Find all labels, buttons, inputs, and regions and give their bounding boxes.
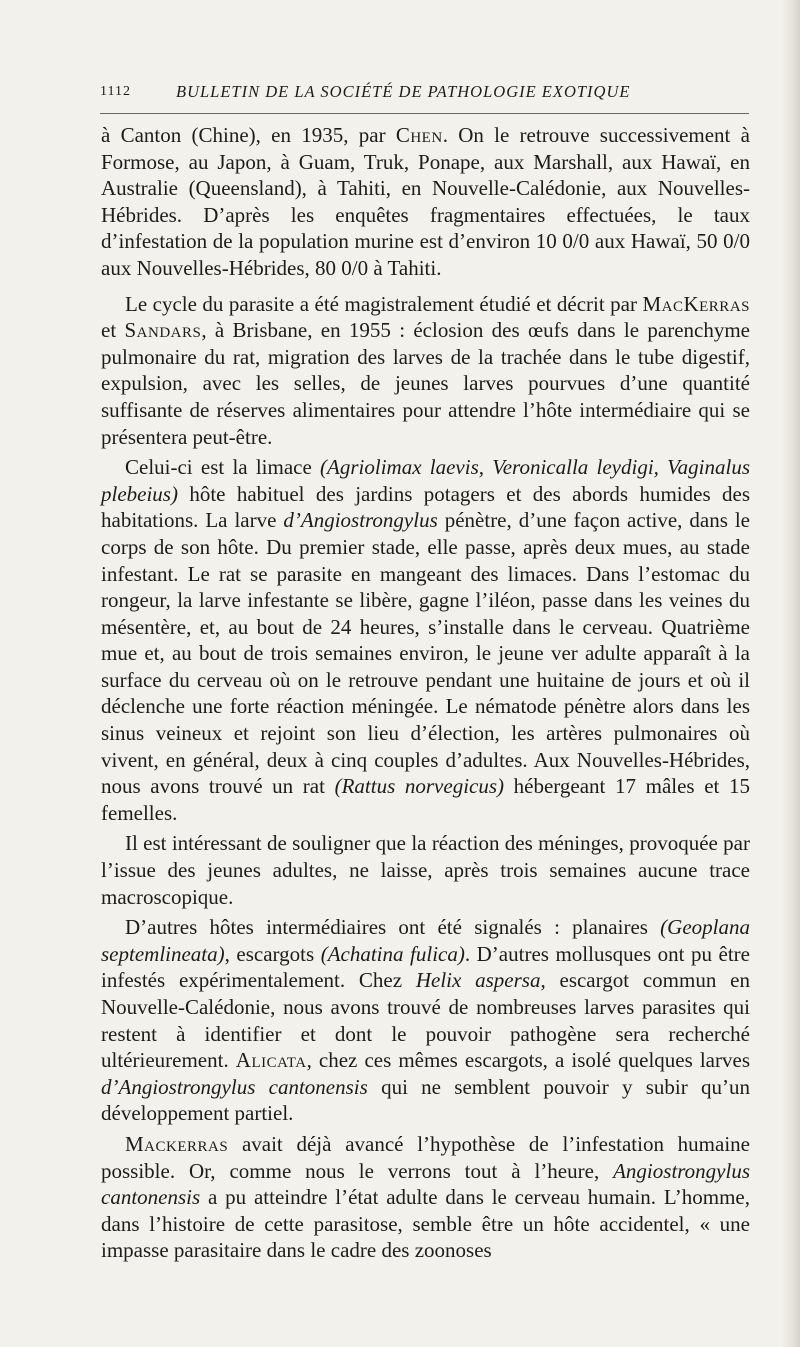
paragraph-2: Le cycle du parasite a été magistralement étudié et décrit par MacKerras et Sandars, à Brisbane, en 1955 : éclosion des œufs dans le parenchyme pulmonaire du rat, migration des larves de la trachée dans le tube digestif, expulsion, avec les selles, de jeunes larves pourvues d’une quantité suffisante de réserves alimentaires pour attendre l’hôte intermédiaire qui se présentera peut-être. — [101, 291, 751, 449]
author-name: Alicata — [235, 1048, 307, 1073]
author-name: Chen — [395, 123, 443, 147]
species-name: (Geoplana septemlineata) — [101, 915, 750, 966]
author-name: MacKerras — [642, 291, 750, 316]
species-name: d’Angiostrongylus cantonensis — [101, 1074, 368, 1099]
species-name: (Achatina fulica) — [320, 941, 465, 966]
running-title: BULLETIN DE LA SOCIÉTÉ DE PATHOLOGIE EXOTIQUE — [176, 82, 631, 101]
species-name: (Rattus norvegicus) — [334, 774, 505, 799]
header-rule — [100, 113, 749, 114]
paragraph-3: Celui-ci est la limace (Agriolimax laevis, Veronicalla leydigi, Vaginalus plebeius) hôte habituel des jardins potagers et des abords humides des habitations. La larve d’Angiostrongylus pénètre, d’une façon active, dans le corps de son hôte. Du premier stade, elle passe, après deux mues, au stade infestant. Le rat se parasite en mangeant des limaces. Dans l’estomac du rongeur, la larve infestante se libère, gagne l’iléon, passe dans les veines du mésentère, et, au bout de 24 heures, s’installe dans le cerveau. Quatrième mue et, au bout de trois semaines environ, le jeune ver adulte apparaît à la surface du cerveau où on le retrouve pendant une huitaine de jours et où il déclenche une forte réaction méningée. Le nématode pénètre alors dans les sinus veineux et rejoint son lieu d’élection, les artères pulmonaires où vivent, en général, deux à cinq couples d’adultes. Aux Nouvelles-Hébrides, nous avons trouvé un rat (Rattus norvegicus) hébergeant 17 mâles et 15 femelles. — [101, 455, 751, 825]
page-number: 1112 — [100, 84, 131, 99]
species-name: Angiostrongylus cantonensis — [101, 1158, 750, 1210]
author-name: Mackerras — [125, 1131, 229, 1156]
paragraph-4: Il est intéressant de souligner que la réaction des méninges, provoquée par l’issue des jeunes adultes, ne laisse, après trois semaines aucune trace macroscopique. — [101, 831, 750, 909]
author-name: Sandars — [124, 318, 202, 343]
body-text — [101, 122, 750, 1264]
species-name: Helix aspersa — [415, 968, 541, 993]
species-name: (Agriolimax laevis, Veronicalla leydigi, Vaginalus plebeius) — [101, 455, 750, 506]
paragraph-5: D’autres hôtes intermédiaires ont été signalés : planaires (Geoplana septemlineata), escargots (Achatina fulica). D’autres mollusques ont pu être infestés expérimentalement. Chez Helix aspersa, escargot commun en Nouvelle-Calédonie, nous avons trouvé de nombreuses larves parasites qui restent à identifier et dont le pouvoir pathogène sera recherché ultérieurement. Alicata, chez ces mêmes escargots, a isolé quelques larves d’Angiostrongylus cantonensis qui ne semblent pouvoir y subir qu’un développement partiel. — [101, 915, 750, 1126]
page-header — [100, 82, 720, 108]
species-name: d’Angiostrongylus — [283, 508, 438, 533]
paragraph-6: Mackerras avait déjà avancé l’hypothèse de l’infestation humaine possible. Or, comme nous le verrons tout à l’heure, Angiostrongylus cantonensis a pu atteindre l’état adulte dans le cerveau humain. L’homme, dans l’histoire de cette parasitose, semble être un hôte accidentel, « une impasse parasitaire dans le cadre des zoonoses — [101, 1131, 750, 1263]
paragraph-1: à Canton (Chine), en 1935, par Chen. On le retrouve successivement à Formose, au Japon, à Guam, Truk, Ponape, aux Marshall, aux Hawaï, en Australie (Queensland), à Tahiti, en Nouvelle-Calédonie, aux Nouvelles-Hébrides. D’après les enquêtes fragmentaires effectuées, le taux d’infestation de la population murine est d’environ 10 0/0 aux Hawaï, 50 0/0 aux Nouvelles-Hébrides, 80 0/0 à Tahiti. — [101, 123, 750, 280]
page-edge-shadow — [782, 0, 800, 1347]
